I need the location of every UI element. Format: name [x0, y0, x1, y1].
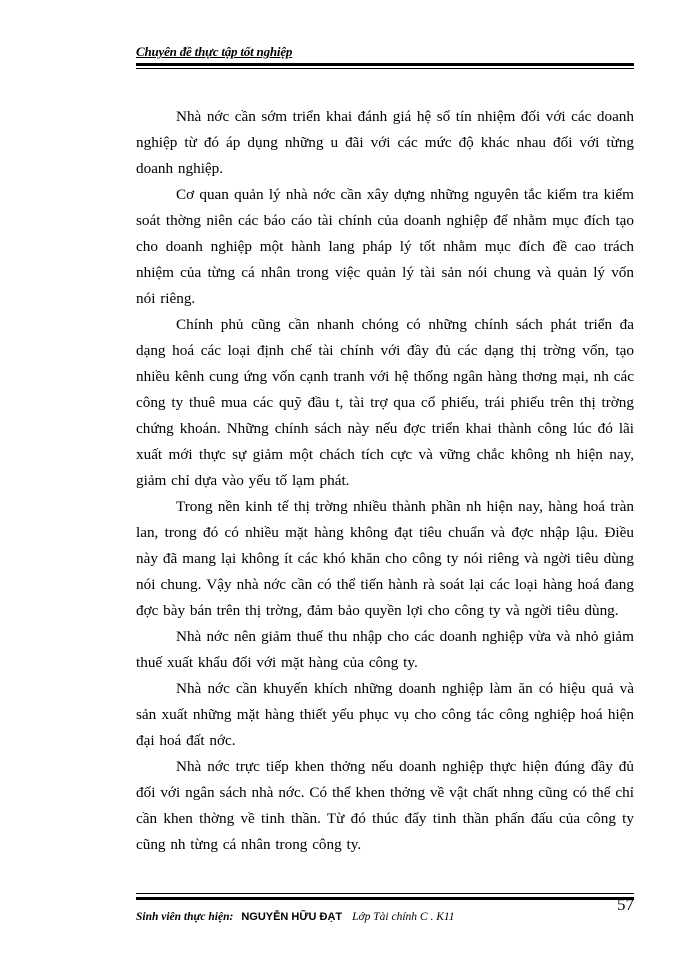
page-number: 57 — [617, 895, 634, 914]
paragraph: Nhà nớc cần khuyến khích những doanh nghiệp làm ăn có hiệu quả và sản xuất những mặt hàng thiết yếu phục vụ cho công tác công nghiệp hoá hiện đại hoá đất nớc. — [136, 680, 634, 749]
document-body — [136, 104, 634, 858]
header-rule-thick — [136, 63, 634, 66]
footer-rule-thin — [136, 893, 634, 894]
paragraph: Cơ quan quản lý nhà nớc cần xây dựng những nguyên tắc kiểm tra kiểm soát thờng niên các báo cáo tài chính của doanh nghiệp để nhằm mục đích tạo cho doanh nghiệp một hành lang pháp lý tốt nhằm mục đích đề cao trách nhiệm của từng cá nhân trong việc quản lý tài sản nói chung và quản lý vốn nói riêng. — [136, 186, 634, 307]
paragraph: Chính phủ cũng cần nhanh chóng có những chính sách phát triển đa dạng hoá các loại định chế tài chính với đầy đủ các dạng thị trờng vốn, tạo nhiều kênh cung ứng vốn cạnh tranh với hệ thống ngân hàng thơng mại, nh các công ty thuê mua các quỹ đầu t, tài trợ qua cổ phiếu, trái phiếu trên thị trờng chứng khoán. Những chính sách này nếu đợc triển khai thành công lúc đó lãi xuất mới thực sự giảm một chách tích cực và vững chắc không nh hiện nay, giảm chỉ dựa vào yếu tố lạm phát. — [136, 316, 634, 489]
footer-rule-thick — [136, 897, 634, 900]
class-info: Lớp Tài chính C . K11 — [352, 911, 455, 923]
paragraph: Nhà nớc trực tiếp khen thởng nếu doanh nghiệp thực hiện đúng đầy đủ đối với ngân sách nhà nớc. Có thể khen thởng về vật chất nhng cũng có thể chỉ cần khen thờng về tinh thần. Từ đó thúc đẩy tinh thần phấn đấu của công ty cũng nh từng cá nhân trong công ty. — [136, 758, 634, 853]
paragraph: Nhà nớc cần sớm triển khai đánh giá hệ số tín nhiệm đối với các doanh nghiệp từ đó áp dụng những u đãi với các mức độ khác nhau đối với từng doanh nghiệp. — [136, 108, 634, 177]
footer-line — [136, 895, 634, 927]
header-rule-thin — [136, 68, 634, 69]
paragraph: Trong nền kinh tế thị trờng nhiều thành phần nh hiện nay, hàng hoá tràn lan, trong đó có nhiều mặt hàng không đạt tiêu chuẩn và đợc nhập lậu. Điều này đã mang lại không ít các khó khăn cho công ty nói riêng và ngời tiêu dùng nói chung. Vậy nhà nớc cần có thể tiến hành rà soát lại các loại hàng hoá đang đợc bày bán trên thị trờng, đảm bảo quyền lợi cho công ty và ngời tiêu dùng. — [136, 498, 634, 619]
student-name: NGUYỄN HỮU ĐẠT — [241, 911, 343, 923]
footer-label: Sinh viên thực hiện: — [136, 911, 234, 923]
paragraph: Nhà nớc nên giảm thuế thu nhập cho các doanh nghiệp vừa và nhỏ giảm thuế xuất khẩu đối với mặt hàng của công ty. — [136, 628, 634, 671]
document-title: Chuyên đề thực tập tốt nghiệp — [136, 44, 293, 59]
